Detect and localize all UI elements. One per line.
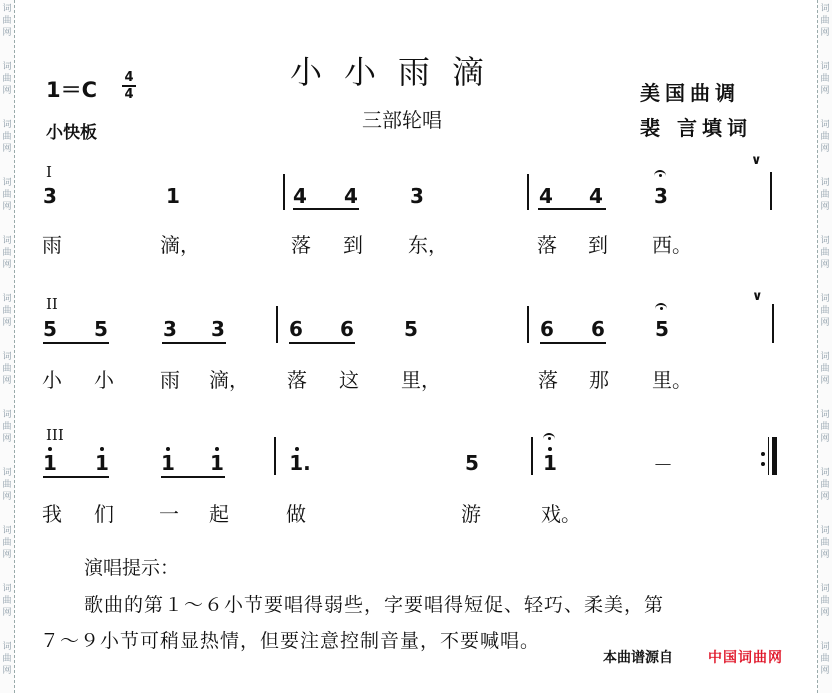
watermark-char: 词 (820, 410, 830, 420)
lyric: 雨 (42, 233, 62, 257)
lyric: 这 (339, 368, 359, 392)
bar-line (772, 304, 774, 343)
bar-line (527, 174, 529, 210)
note: 4 (344, 184, 358, 208)
note: 1 (92, 451, 112, 475)
watermark-char: 网 (820, 550, 830, 560)
watermark-char: 网 (820, 608, 830, 618)
key-signature: 1＝C (46, 78, 98, 102)
watermark-char: 网 (2, 666, 12, 676)
lyric: 我 (42, 502, 62, 526)
watermark-char: 词 (2, 62, 12, 72)
breath-mark-icon: ∨ (752, 289, 763, 304)
high-octave-dot (215, 447, 219, 451)
watermark-char: 词 (2, 410, 12, 420)
watermark-char: 曲 (2, 480, 12, 490)
watermark-char: 网 (820, 434, 830, 444)
note-with-fermata: 3 (651, 184, 671, 208)
note: 3 (163, 317, 177, 341)
note: 1 (207, 451, 227, 475)
watermark-char: 网 (2, 608, 12, 618)
bar-line (283, 174, 285, 210)
tips-heading: 演唱提示： (84, 557, 180, 579)
final-bar-line (772, 437, 777, 475)
watermark-char: 网 (820, 666, 830, 676)
watermark-char: 网 (2, 492, 12, 502)
watermark-char: 曲 (820, 306, 830, 316)
note: 6 (289, 317, 303, 341)
watermark-char: 曲 (2, 422, 12, 432)
fermata-icon (543, 433, 555, 441)
song-title: 小小雨滴 (290, 53, 507, 91)
meter-top: 4 (124, 70, 134, 85)
watermark-char: 词 (820, 584, 830, 594)
part-label-2: II (46, 295, 58, 313)
watermark-char: 曲 (2, 16, 12, 26)
lyric: 们 (94, 502, 114, 526)
note: 3 (410, 184, 424, 208)
watermark-char: 网 (2, 28, 12, 38)
high-octave-dot (48, 447, 52, 451)
watermark-char: 词 (820, 642, 830, 652)
site-link[interactable]: 中国词曲网 (708, 650, 783, 666)
watermark-char: 词 (820, 352, 830, 362)
watermark-char: 曲 (2, 248, 12, 258)
song-subtitle: 三部轮唱 (362, 108, 442, 132)
watermark-char: 词 (820, 468, 830, 478)
watermark-char: 网 (2, 434, 12, 444)
eighth-underline (289, 342, 355, 344)
eighth-underline (540, 342, 606, 344)
eighth-underline (43, 476, 109, 478)
lyric: 做 (286, 502, 306, 526)
note-with-fermata: 1 (540, 451, 560, 475)
lyric: 落 (287, 368, 307, 392)
note: 3 (211, 317, 225, 341)
watermark-char: 词 (2, 294, 12, 304)
lyric: 雨 (160, 368, 180, 392)
note: 5 (43, 317, 57, 341)
watermark-char: 网 (820, 318, 830, 328)
bar-line (531, 437, 533, 475)
repeat-dot (761, 462, 765, 466)
eighth-underline (43, 342, 109, 344)
watermark-char: 曲 (2, 596, 12, 606)
watermark-char: 曲 (2, 74, 12, 84)
watermark-char: 网 (2, 260, 12, 270)
lyric: 戏。 (541, 502, 581, 526)
tempo-marking: 小快板 (46, 123, 97, 143)
composer-credit: 美国曲调 (640, 81, 740, 105)
watermark-char: 曲 (820, 654, 830, 664)
watermark-char: 网 (820, 144, 830, 154)
watermark-char: 词 (820, 236, 830, 246)
watermark-char: 词 (820, 526, 830, 536)
bar-line (276, 306, 278, 343)
watermark-char: 网 (820, 376, 830, 386)
high-octave-dot (100, 447, 104, 451)
watermark-char: 曲 (2, 306, 12, 316)
watermark-char: 网 (2, 144, 12, 154)
watermark-char: 曲 (2, 538, 12, 548)
watermark-char: 词 (2, 352, 12, 362)
watermark-char: 曲 (2, 364, 12, 374)
watermark-char: 网 (820, 28, 830, 38)
fermata-icon (654, 170, 666, 178)
watermark-char: 词 (2, 120, 12, 130)
lyric: 起 (209, 502, 229, 526)
watermark-char: 词 (820, 62, 830, 72)
watermark-char: 网 (2, 202, 12, 212)
note: 4 (539, 184, 553, 208)
watermark-char: 曲 (2, 190, 12, 200)
breath-mark-icon: ∨ (751, 153, 762, 168)
eighth-underline (162, 342, 226, 344)
eighth-underline (293, 208, 359, 210)
watermark-char: 词 (820, 294, 830, 304)
note: 4 (293, 184, 307, 208)
lyric: 西。 (652, 233, 692, 257)
lyric: 小 (42, 368, 62, 392)
lyric: 里。 (652, 368, 692, 392)
watermark-char: 曲 (820, 596, 830, 606)
watermark-char: 词 (820, 4, 830, 14)
watermark-char: 网 (2, 86, 12, 96)
watermark-char: 词 (2, 4, 12, 14)
watermark-char: 网 (820, 492, 830, 502)
note: 5 (404, 317, 418, 341)
lyric: 落 (538, 368, 558, 392)
lyric: 滴， (160, 233, 200, 257)
high-octave-dot (548, 447, 552, 451)
watermark-char: 曲 (820, 538, 830, 548)
eighth-underline (538, 208, 606, 210)
dotted-note: 1. (287, 451, 313, 475)
repeat-dot (761, 452, 765, 456)
bar-line (770, 172, 772, 210)
watermark-char: 网 (820, 202, 830, 212)
fermata-icon (655, 303, 667, 311)
watermark-char: 词 (2, 178, 12, 188)
lyric: 滴， (209, 368, 249, 392)
tips-line-2: ７～９小节可稍显热情，但要注意控制音量，不要喊唱。 (40, 630, 541, 652)
note: 6 (591, 317, 605, 341)
part-label-3: III (46, 426, 64, 444)
watermark-char: 曲 (820, 74, 830, 84)
watermark-char: 词 (2, 642, 12, 652)
lyric: 落 (537, 233, 557, 257)
watermark-char: 曲 (820, 248, 830, 258)
source-label: 本曲谱源自 (603, 650, 673, 666)
note: 1 (166, 184, 180, 208)
watermark-char: 网 (2, 376, 12, 386)
watermark-char: 网 (820, 86, 830, 96)
watermark-char: 网 (2, 318, 12, 328)
lyric: 那 (589, 368, 609, 392)
watermark-char: 曲 (820, 16, 830, 26)
lyric: 游 (461, 502, 481, 526)
bar-line (768, 437, 769, 475)
bar-line (274, 437, 276, 475)
watermark-char: 网 (820, 260, 830, 270)
note: 6 (340, 317, 354, 341)
watermark-char: 曲 (820, 480, 830, 490)
note: 1 (158, 451, 178, 475)
lyric: 到 (588, 233, 608, 257)
high-octave-dot (295, 447, 299, 451)
watermark-char: 词 (820, 178, 830, 188)
high-octave-dot (166, 447, 170, 451)
lyric: 里， (401, 368, 441, 392)
watermark-char: 网 (2, 550, 12, 560)
watermark-char: 曲 (2, 132, 12, 142)
lyric: 一 (159, 502, 179, 526)
watermark-char: 曲 (820, 364, 830, 374)
lyric: 落 (291, 233, 311, 257)
watermark-char: 曲 (820, 422, 830, 432)
note: 3 (43, 184, 57, 208)
dash-extension: － (653, 453, 673, 477)
watermark-char: 词 (2, 584, 12, 594)
note: 6 (540, 317, 554, 341)
watermark-char: 曲 (2, 654, 12, 664)
bar-line (527, 306, 529, 343)
note: 5 (94, 317, 108, 341)
eighth-underline (161, 476, 225, 478)
lyric: 到 (343, 233, 363, 257)
watermark-char: 词 (820, 120, 830, 130)
note: 1 (40, 451, 60, 475)
note: 5 (465, 451, 479, 475)
watermark-char: 词 (2, 236, 12, 246)
watermark-char: 词 (2, 468, 12, 478)
note: 4 (589, 184, 603, 208)
part-label-1: I (46, 163, 52, 181)
tips-line-1: 歌曲的第１～６小节要唱得弱些，字要唱得短促、轻巧、柔美，第 (84, 594, 665, 616)
lyric: 小 (94, 368, 114, 392)
watermark-char: 词 (2, 526, 12, 536)
note-with-fermata: 5 (652, 317, 672, 341)
time-signature (122, 71, 136, 101)
lyricist-credit: 裴 言填词 (640, 116, 752, 140)
watermark-char: 曲 (820, 132, 830, 142)
meter-bottom: 4 (124, 87, 134, 102)
lyric: 东， (408, 233, 448, 257)
watermark-char: 曲 (820, 190, 830, 200)
